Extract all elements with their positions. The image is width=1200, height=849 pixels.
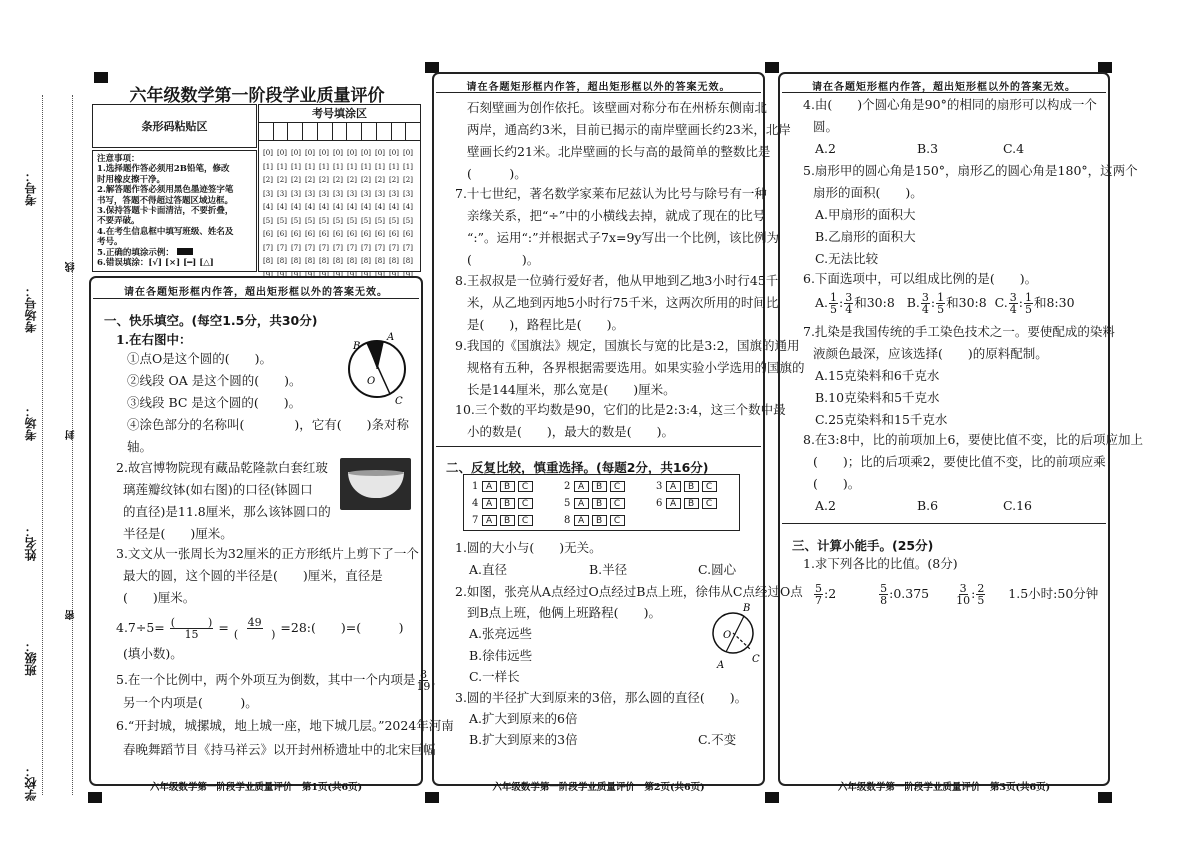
digit-bubble[interactable]: [8] bbox=[403, 257, 413, 265]
instruction-line: 1.选择题作答必须用2B铅笔，修改 bbox=[97, 164, 230, 175]
bubble-row[interactable] bbox=[261, 159, 419, 173]
option-c: C.4 bbox=[1003, 141, 1025, 156]
q5-line: 另一个内项是( )。 bbox=[123, 695, 258, 710]
q2-line: 的直径)是11.8厘米，那么该钵圆口的 bbox=[123, 504, 331, 519]
digit-bubble[interactable]: [2] bbox=[347, 176, 357, 184]
binding-line bbox=[42, 95, 43, 795]
option-b: B.半径 bbox=[589, 562, 628, 577]
digit-bubble[interactable]: [8] bbox=[333, 257, 343, 265]
instruction-line: 考号。 bbox=[97, 237, 123, 248]
label-C: C bbox=[752, 654, 760, 665]
q8-line: 米，从乙地到丙地5小时行75千米，这两次所用的时间比 bbox=[467, 295, 779, 310]
digit-bubble[interactable]: [3] bbox=[277, 189, 287, 198]
option-c: C.25克染料和15千克水 bbox=[815, 412, 948, 427]
q6-cont: 两岸，通高约3米，目前已揭示的南岸壁画长约23米，北岸 bbox=[467, 122, 791, 137]
digit-bubble[interactable]: [4] bbox=[389, 203, 399, 211]
digit-bubble[interactable]: [6] bbox=[305, 230, 315, 238]
digit-bubble[interactable]: [2] bbox=[403, 176, 413, 184]
q7-line: “:”。运用“:”并根据式子7x=9y写出一个比例，该比例为 bbox=[467, 230, 779, 245]
label-O: O bbox=[723, 630, 732, 641]
registration-mark bbox=[765, 792, 779, 803]
q9-line: 9.我国的《国旗法》规定，国旗长与宽的比是3:2，国旗的通用 bbox=[455, 338, 800, 353]
route-diagram bbox=[706, 600, 766, 672]
digit-bubble[interactable]: [4] bbox=[361, 203, 371, 211]
digit-bubble[interactable]: [5] bbox=[375, 216, 385, 225]
seal-char: 线 bbox=[66, 262, 77, 272]
digit-bubble[interactable]: [2] bbox=[305, 176, 315, 184]
digit-bubble[interactable]: [8] bbox=[277, 257, 287, 265]
digit-bubble[interactable]: [6] bbox=[375, 230, 385, 238]
bubble-row[interactable] bbox=[261, 213, 419, 227]
digit-bubble[interactable]: [6] bbox=[389, 230, 399, 238]
q5-line: 5.在一个比例中，两个外项互为倒数，其中一个内项是 $\frac{8}{19}$ ， bbox=[116, 668, 444, 693]
q7-line: 液颜色最深，应该选择( )的原料配制。 bbox=[813, 346, 1048, 361]
digit-bubble[interactable]: [8] bbox=[347, 257, 357, 265]
digit-bubble[interactable]: [9] bbox=[305, 270, 315, 279]
answer-row[interactable]: 8 A B C bbox=[564, 512, 656, 529]
instruction-line: 书写，答题不得超过答题区域边框。 bbox=[97, 195, 234, 206]
digit-bubble[interactable]: [1] bbox=[319, 162, 329, 171]
q3-line: ( )厘米。 bbox=[123, 590, 196, 605]
calc-subtitle: 1.求下列各比的比值。(8分) bbox=[803, 556, 958, 571]
bubble-row[interactable] bbox=[261, 253, 419, 267]
digit-bubble[interactable]: [6] bbox=[277, 230, 287, 238]
q5-line: 扇形的面积( )。 bbox=[813, 185, 923, 200]
digit-bubble[interactable]: [0] bbox=[361, 149, 371, 157]
digit-bubble[interactable]: [3] bbox=[403, 189, 413, 198]
digit-bubble[interactable]: [5] bbox=[263, 216, 273, 225]
notice-text: 请在各题矩形框内作答，超出矩形框以外的答案无效。 bbox=[466, 82, 731, 93]
digit-bubble[interactable]: [0] bbox=[403, 149, 413, 157]
digit-bubble[interactable]: [9] bbox=[263, 270, 273, 279]
digit-bubble[interactable]: [4] bbox=[263, 203, 273, 211]
choice-q2: 到B点上班，他俩上班路程( )。 bbox=[467, 605, 661, 620]
digit-bubble[interactable]: [8] bbox=[291, 257, 301, 265]
digit-bubble[interactable]: [9] bbox=[333, 270, 343, 279]
digit-bubble[interactable]: [5] bbox=[291, 216, 301, 225]
option-b: B.6 bbox=[917, 498, 939, 513]
bubble-row[interactable] bbox=[261, 145, 419, 159]
answer-row[interactable]: 2 A B C bbox=[564, 478, 656, 495]
instruction-line: 不要弄破。 bbox=[97, 216, 140, 227]
q7-line: 7.十七世纪，著名数学家莱布尼兹认为比号与除号有一种 bbox=[455, 186, 767, 201]
q5-line: 5.扇形甲的圆心角是150°，扇形乙的圆心角是180°，这两个 bbox=[803, 163, 1138, 178]
digit-bubble[interactable]: [1] bbox=[277, 162, 287, 171]
digit-bubble[interactable]: [9] bbox=[375, 270, 385, 279]
section-2-title: 二、反复比较，慎重选择。(每题2分，共16分) bbox=[446, 460, 709, 475]
digit-bubble[interactable]: [7] bbox=[333, 243, 343, 252]
digit-bubble[interactable]: [4] bbox=[403, 203, 413, 211]
digit-bubble[interactable]: [4] bbox=[305, 203, 315, 211]
q6-cont: ( )。 bbox=[467, 166, 527, 181]
label-A: A bbox=[387, 332, 395, 343]
digit-bubble[interactable]: [8] bbox=[305, 257, 315, 265]
q6-options: A. $\frac{1}{5}$ : $\frac{3}{4}$ 和30:8 B. $\frac{3}{4}$ : $\frac{1}{5}$ 和30:8 C. $\frac{3}{4}$ : $\frac{1}{5}$ 和8:30 bbox=[815, 291, 1075, 316]
option-b: B.徐伟远些 bbox=[469, 648, 533, 663]
instruction-line: 2.解答题作答必须用黑色墨迹签字笔 bbox=[97, 185, 234, 196]
digit-bubble[interactable]: [1] bbox=[291, 162, 301, 171]
label-A: A bbox=[717, 660, 725, 671]
q7-line: 亲缘关系，把“÷”中的小横线去掉，就成了现在的比号 bbox=[467, 208, 766, 223]
q9-line: 规格有五种，各界根据需要选用。如果实验小学选用的国旗的 bbox=[467, 360, 805, 375]
bubble-row[interactable] bbox=[261, 172, 419, 186]
notice-text: 请在各题矩形框内作答，超出矩形框以外的答案无效。 bbox=[812, 82, 1076, 93]
digit-bubble[interactable]: [1] bbox=[403, 162, 413, 171]
q4-note: (填小数)。 bbox=[123, 646, 183, 661]
q1-stem: 1.在右图中： bbox=[116, 332, 192, 347]
q8-line: ( )。 bbox=[813, 476, 861, 491]
answer-panel-3 bbox=[778, 72, 1110, 786]
digit-bubble[interactable]: [0] bbox=[319, 149, 329, 157]
section-3-title: 三、计算小能手。(25分) bbox=[792, 538, 934, 553]
bubble-row[interactable] bbox=[261, 199, 419, 213]
digit-bubble[interactable]: [3] bbox=[305, 189, 315, 198]
option-b: B.10克染料和5千克水 bbox=[815, 390, 940, 405]
digit-bubble[interactable]: [4] bbox=[375, 203, 385, 211]
digit-bubble[interactable]: [3] bbox=[389, 189, 399, 198]
registration-mark bbox=[88, 792, 102, 803]
circle-diagram bbox=[340, 332, 414, 406]
digit-bubble[interactable]: [7] bbox=[319, 243, 329, 252]
choice-q2: 2.如图，张亮从A点经过O点经过B点上班，徐伟从C点经过O点 bbox=[455, 584, 803, 599]
digit-bubble[interactable]: [1] bbox=[389, 162, 399, 171]
label-B: B bbox=[743, 603, 751, 614]
digit-bubble[interactable]: [5] bbox=[333, 216, 343, 225]
digit-bubble[interactable]: [6] bbox=[333, 230, 343, 238]
answer-row[interactable]: 1 A B C bbox=[472, 478, 564, 495]
digit-bubble[interactable]: [5] bbox=[305, 216, 315, 225]
digit-bubble[interactable]: [7] bbox=[389, 243, 399, 252]
exam-room-label: 考场号： bbox=[24, 285, 38, 333]
digit-bubble[interactable]: [5] bbox=[347, 216, 357, 225]
notice-text: 请在各题矩形框内作答，超出矩形框以外的答案无效。 bbox=[124, 287, 388, 298]
digit-bubble[interactable]: [2] bbox=[291, 176, 301, 184]
option-a: A.直径 bbox=[469, 562, 508, 577]
q3-line: 3.文文从一张周长为32厘米的正方形纸片上剪下了一个 bbox=[116, 546, 419, 561]
q6-cont: 壁画长约21米。北岸壁画的长与高的最简单的整数比是 bbox=[467, 144, 771, 159]
digit-bubble[interactable]: [2] bbox=[389, 176, 399, 184]
answer-row[interactable]: 6 A B C bbox=[656, 495, 720, 512]
answer-row[interactable]: 3 A B C bbox=[656, 478, 720, 495]
digit-bubble[interactable]: [7] bbox=[361, 243, 371, 252]
digit-bubble[interactable]: [0] bbox=[333, 149, 343, 157]
instructions-box bbox=[92, 150, 257, 272]
seal-char: 封 bbox=[66, 430, 77, 440]
seal-char: 密 bbox=[66, 610, 77, 620]
q1-part: ③线段 BC 是这个圆的( )。 bbox=[127, 395, 302, 410]
digit-bubble[interactable]: [4] bbox=[277, 203, 287, 211]
digit-bubble[interactable]: [0] bbox=[375, 149, 385, 157]
digit-bubble[interactable]: [2] bbox=[375, 176, 385, 184]
bubble-grid[interactable] bbox=[259, 141, 420, 280]
instruction-line: 6.错误填涂：[√] [×] [━] [△] bbox=[97, 258, 214, 269]
digit-bubble[interactable]: [7] bbox=[305, 243, 315, 252]
option-a: A.2 bbox=[815, 141, 836, 156]
digit-bubble[interactable]: [3] bbox=[263, 189, 273, 198]
digit-bubble[interactable]: [2] bbox=[277, 176, 287, 184]
digit-bubble[interactable]: [9] bbox=[389, 270, 399, 279]
filled-example bbox=[177, 248, 193, 255]
page-footer: 六年级数学第一阶段学业质量评价 第2页(共6页) bbox=[492, 782, 705, 793]
option-c: C.无法比较 bbox=[815, 251, 879, 266]
q2-line: 璃莲瓣纹钵(如右图)的口径(钵圆口 bbox=[123, 482, 313, 497]
digit-bubble[interactable]: [0] bbox=[291, 149, 301, 157]
section-1-title: 一、快乐填空。(每空1.5分，共30分) bbox=[104, 313, 318, 328]
digit-bubble[interactable]: [9] bbox=[291, 270, 301, 279]
digit-bubble[interactable]: [0] bbox=[305, 149, 315, 157]
digit-bubble[interactable]: [1] bbox=[305, 162, 315, 171]
option-a: A.15克染料和6千克水 bbox=[815, 368, 940, 383]
digit-bubble[interactable]: [6] bbox=[403, 230, 413, 238]
option-a: A.张亮远些 bbox=[469, 626, 533, 641]
digit-bubble[interactable]: [1] bbox=[375, 162, 385, 171]
bowl-photo bbox=[340, 458, 411, 510]
q10-line: 10.三个数的平均数是90，它们的比是2:3:4，这三个数中最 bbox=[455, 402, 786, 417]
digit-bubble[interactable]: [6] bbox=[347, 230, 357, 238]
digit-bubble[interactable]: [1] bbox=[361, 162, 371, 171]
option-c: C.一样长 bbox=[469, 669, 520, 684]
digit-bubble[interactable]: [4] bbox=[291, 203, 301, 211]
label-C: C bbox=[395, 396, 403, 406]
digit-bubble[interactable]: [8] bbox=[263, 257, 273, 265]
option-c: C.16 bbox=[1003, 498, 1032, 513]
q2-line: 2.故宫博物院现有藏品乾隆款白套红玻 bbox=[116, 460, 328, 475]
q1-part: ②线段 OA 是这个圆的( )。 bbox=[127, 373, 302, 388]
digit-bubble[interactable]: [9] bbox=[361, 270, 371, 279]
digit-bubble[interactable]: [9] bbox=[403, 270, 413, 279]
page-footer: 六年级数学第一阶段学业质量评价 第1页(共6页) bbox=[149, 782, 363, 793]
digit-bubble[interactable]: [4] bbox=[333, 203, 343, 211]
digit-bubble[interactable]: [6] bbox=[263, 230, 273, 238]
digit-bubble[interactable]: [8] bbox=[361, 257, 371, 265]
label-O: O bbox=[367, 376, 376, 387]
answer-row[interactable]: 5 A B C bbox=[564, 495, 656, 512]
digit-bubble[interactable]: [5] bbox=[389, 216, 399, 225]
exam-area-title: 考号填涂区 bbox=[259, 105, 420, 123]
digit-bubble[interactable]: [0] bbox=[263, 149, 273, 157]
digit-bubble[interactable]: [3] bbox=[333, 189, 343, 198]
q8-line: 是( )，路程比是( )。 bbox=[467, 317, 625, 332]
digit-bubble[interactable]: [6] bbox=[291, 230, 301, 238]
digit-bubble[interactable]: [3] bbox=[347, 189, 357, 198]
digit-bubble[interactable]: [2] bbox=[361, 176, 371, 184]
digit-bubble[interactable]: [7] bbox=[277, 243, 287, 252]
q4-line: 4.7÷5= $\frac{( )}{15}$ = $\frac{49}{( )}$ =28:( )=( ) bbox=[116, 616, 404, 641]
digit-bubble[interactable]: [2] bbox=[319, 176, 329, 184]
choice-bubble-grid[interactable] bbox=[463, 474, 740, 531]
q4-line: 4.由( )个圆心角是90°的相同的扇形可以构成一个 bbox=[803, 97, 1097, 112]
registration-mark bbox=[765, 62, 779, 73]
digit-bubble[interactable]: [2] bbox=[333, 176, 343, 184]
page-footer: 六年级数学第一阶段学业质量评价 第3页(共6页) bbox=[837, 782, 1051, 793]
digit-bubble[interactable]: [9] bbox=[319, 270, 329, 279]
option-a: A.扩大到原来的6倍 bbox=[469, 711, 578, 726]
q8-line: 8.王叔叔是一位骑行爱好者，他从甲地到乙地3小时行45千 bbox=[455, 273, 779, 288]
answer-row[interactable]: 7 A B C bbox=[472, 512, 564, 529]
digit-bubble[interactable]: [7] bbox=[403, 243, 413, 252]
digit-bubble[interactable]: [0] bbox=[347, 149, 357, 157]
bubble-row[interactable] bbox=[261, 186, 419, 200]
q2-line: 半径是( )厘米。 bbox=[123, 526, 233, 541]
answer-row[interactable]: 4 A B C bbox=[472, 495, 564, 512]
digit-bubble[interactable]: [5] bbox=[403, 216, 413, 225]
q1-part: ④涂色部分的名称叫( )，它有( )条对称 bbox=[127, 417, 410, 432]
digit-bubble[interactable]: [3] bbox=[291, 189, 301, 198]
digit-bubble[interactable]: [1] bbox=[333, 162, 343, 171]
q7-line: ( )。 bbox=[467, 252, 540, 267]
exam-site-label: 考场： bbox=[24, 405, 38, 441]
digit-bubble[interactable]: [2] bbox=[263, 176, 273, 184]
exam-number-area bbox=[258, 104, 421, 279]
exam-title: 六年级数学第一阶段学业质量评价 bbox=[129, 86, 385, 106]
exam-no-label: 考号： bbox=[24, 170, 38, 206]
digit-bubble[interactable]: [5] bbox=[361, 216, 371, 225]
q7-line: 7.扎染是我国传统的手工染色技术之一。要使配成的染料 bbox=[803, 324, 1115, 339]
q6-line: 6.“开封城，城摞城，地上城一座，地下城几层。”2024年河南 bbox=[116, 718, 454, 733]
digit-bubble[interactable]: [5] bbox=[319, 216, 329, 225]
q3-line: 最大的圆，这个圆的半径是( )厘米，直径是 bbox=[123, 568, 383, 583]
digit-bubble[interactable]: [8] bbox=[389, 257, 399, 265]
digit-bubble[interactable]: [3] bbox=[319, 189, 329, 198]
digit-bubble[interactable]: [0] bbox=[389, 149, 399, 157]
option-b: B.扩大到原来的3倍 bbox=[469, 732, 578, 747]
q9-line: 长是144厘米，那么宽是( )厘米。 bbox=[467, 382, 676, 397]
option-b: B.3 bbox=[917, 141, 939, 156]
digit-bubble[interactable]: [3] bbox=[361, 189, 371, 198]
q6-cont: 石刻壁画为创作依托。该壁画对称分布在州桥东侧南北 bbox=[467, 100, 768, 115]
choice-q3: 3.圆的半径扩大到原来的3倍，那么圆的直径( )。 bbox=[455, 690, 748, 705]
school-label: 学校： bbox=[24, 765, 38, 801]
option-c: C.圆心 bbox=[698, 562, 737, 577]
instruction-line: 4.在考生信息框中填写班级、姓名及 bbox=[97, 226, 234, 237]
digit-bubble[interactable]: [4] bbox=[347, 203, 357, 211]
registration-mark bbox=[425, 792, 439, 803]
name-label: 姓名： bbox=[24, 525, 38, 561]
digit-bubble[interactable]: [0] bbox=[277, 149, 287, 157]
option-c: C.不变 bbox=[698, 732, 737, 747]
q8-line: 8.在3:8中，比的前项加上6，要使比值不变，比的后项应加上 bbox=[803, 432, 1143, 447]
digit-bubble[interactable]: [6] bbox=[319, 230, 329, 238]
instruction-line: 5.正确的填涂示例： bbox=[97, 248, 252, 258]
q8-line: ( )；比的后项乘2，要使比值不变，比的前项应乘 bbox=[813, 454, 1106, 469]
instructions-title: 注意事项： bbox=[97, 154, 140, 164]
binding-line bbox=[72, 95, 73, 795]
q4-line: 圆。 bbox=[813, 119, 839, 134]
digit-bubble[interactable]: [9] bbox=[347, 270, 357, 279]
digit-bubble[interactable]: [5] bbox=[277, 216, 287, 225]
class-label: 班级： bbox=[24, 640, 38, 676]
instruction-line: 时用橡皮擦干净。 bbox=[97, 174, 166, 185]
digit-bubble[interactable]: [7] bbox=[347, 243, 357, 252]
q1-part: ①点O是这个圆的( )。 bbox=[127, 351, 273, 366]
q1-part: 轴。 bbox=[127, 439, 153, 454]
digit-bubble[interactable]: [7] bbox=[291, 243, 301, 252]
bubble-row[interactable] bbox=[261, 240, 419, 254]
digit-bubble[interactable]: [1] bbox=[347, 162, 357, 171]
digit-bubble[interactable]: [1] bbox=[263, 162, 273, 171]
ratio-expressions: $\frac{5}{7}$ :2 $\frac{5}{8}$ :0.375 $\frac{3}{10}$ : $\frac{2}{5}$ 1.5小时:50分钟 bbox=[815, 582, 1099, 607]
digit-bubble[interactable]: [9] bbox=[277, 270, 287, 279]
q10-line: 小的数是( )，最大的数是( )。 bbox=[467, 424, 675, 439]
q6-line: 春晚舞蹈节目《持马祥云》以开封州桥遗址中的北宋巨幅 bbox=[123, 742, 436, 757]
option-a: A.甲扇形的面积大 bbox=[815, 207, 916, 222]
registration-mark bbox=[1098, 792, 1112, 803]
digit-bubble[interactable]: [4] bbox=[319, 203, 329, 211]
digit-bubble[interactable]: [8] bbox=[375, 257, 385, 265]
option-b: B.乙扇形的面积大 bbox=[815, 229, 916, 244]
digit-bubble[interactable]: [7] bbox=[375, 243, 385, 252]
digit-bubble[interactable]: [6] bbox=[361, 230, 371, 238]
label-B: B bbox=[353, 341, 361, 352]
digit-bubble[interactable]: [3] bbox=[375, 189, 385, 198]
barcode-area: 条形码粘贴区 bbox=[92, 104, 257, 148]
bubble-row[interactable] bbox=[261, 226, 419, 240]
choice-q1: 1.圆的大小与( )无关。 bbox=[455, 540, 602, 555]
digit-bubble[interactable]: [8] bbox=[319, 257, 329, 265]
option-a: A.2 bbox=[815, 498, 836, 513]
q6-line: 6.下面选项中，可以组成比例的是( )。 bbox=[803, 271, 1038, 286]
digit-bubble[interactable]: [7] bbox=[263, 243, 273, 252]
instruction-line: 3.保持答题卡卡面清洁，不要折叠， bbox=[97, 206, 234, 217]
